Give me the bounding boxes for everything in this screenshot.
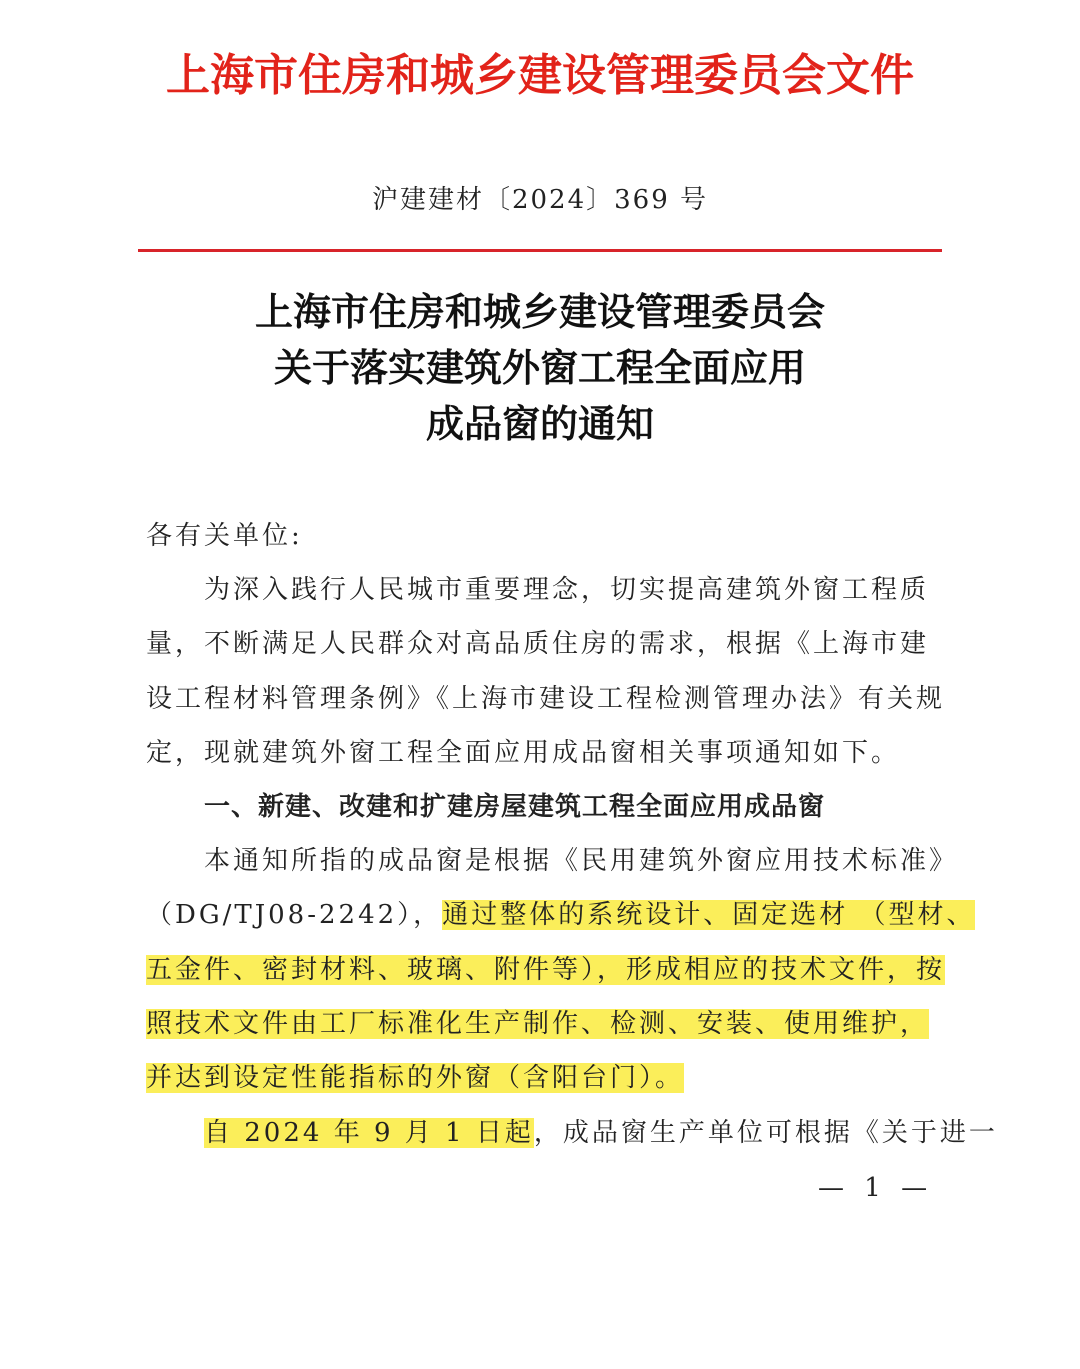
standard-code: （DG/TJ08-2242），	[146, 900, 443, 930]
para3-text: ，成品窗生产单位可根据《关于进一	[533, 1118, 998, 1148]
para3-line-1	[204, 1113, 998, 1153]
para1-line-3: 设工程材料管理条例》《上海市建设工程检测管理办法》有关规	[146, 684, 946, 714]
highlighted-text: 照技术文件由工厂标准化生产制作、检测、安装、使用维护，	[146, 1009, 930, 1039]
para2-line-5	[146, 1058, 684, 1098]
notice-title-line-3: 成品窗的通知	[425, 401, 654, 446]
highlighted-text: 通过整体的系统设计、固定选材 （型材、	[442, 900, 976, 930]
highlighted-text: 并达到设定性能指标的外窗（含阳台门）。	[146, 1063, 685, 1093]
notice-title-line-1: 上海市住房和城乡建设管理委员会	[254, 289, 825, 334]
salutation: 各有关单位:	[146, 521, 303, 551]
para1-line-2: 量，不断满足人民群众对高品质住房的需求，根据《上海市建	[146, 629, 930, 659]
para2-line-3	[146, 950, 945, 990]
notice-body	[146, 0, 998, 1369]
para2-line-4	[146, 1004, 929, 1044]
section-1-heading: 一、新建、改建和扩建房屋建筑工程全面应用成品窗	[204, 792, 826, 822]
notice-title-line-2: 关于落实建筑外窗工程全面应用	[273, 345, 806, 390]
page-number: — 1 —	[818, 1173, 934, 1203]
para2-line-2	[146, 895, 975, 935]
issuer-title: 上海市住房和城乡建设管理委员会文件	[166, 50, 914, 101]
para2-line-1: 本通知所指的成品窗是根据《民用建筑外窗应用技术标准》	[204, 846, 959, 876]
effective-date-highlight: 自 2024 年 9 月 1 日起	[204, 1118, 534, 1148]
document-number: 沪建建材〔2024〕369 号	[371, 185, 709, 215]
para1-line-1: 为深入践行人民城市重要理念，切实提高建筑外窗工程质	[204, 575, 930, 605]
highlighted-text: 五金件、密封材料、玻璃、附件等），形成相应的技术文件，按	[146, 955, 946, 985]
para1-line-4: 定，现就建筑外窗工程全面应用成品窗相关事项通知如下。	[146, 738, 901, 768]
